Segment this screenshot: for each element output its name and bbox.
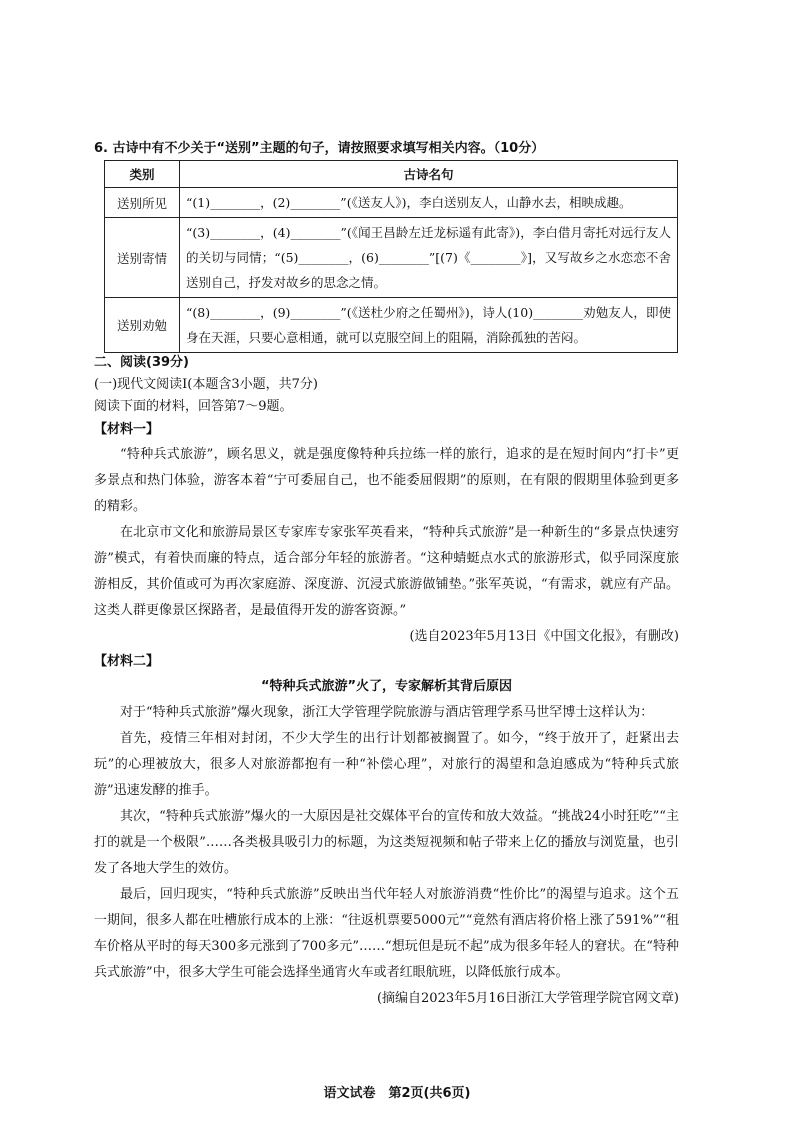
material-2-headline: “特种兵式旅游”火了，专家解析其背后原因	[260, 679, 513, 694]
material-2-label: 【材料二】	[94, 654, 160, 669]
section-title: 二、阅读(39分)	[94, 355, 189, 370]
material-2-paragraph: 首先，疫情三年相对封闭，不少大学生的出行计划都被搁置了。如今，“终于放开了，赶紧出去玩”的心理被放大，很多人对旅游都抱有一种“补偿心理”，对旅行的渴望和急迫感成为“特种兵式旅游”迅速发酵的推手。	[94, 731, 679, 798]
row-category: 送别寄情	[105, 218, 180, 298]
material-2-paragraph: 对于“特种兵式旅游”爆火现象，浙江大学管理学院旅游与酒店管理学系马世罕博士这样认为：	[120, 705, 654, 720]
material-1-label: 【材料一】	[94, 422, 160, 437]
row-category: 送别劝勉	[105, 298, 180, 353]
question-6-stem: 6. 古诗中有不少关于“送别”主题的句子，请按照要求填写相关内容。（10分）	[94, 141, 545, 156]
table-row	[105, 218, 678, 298]
material-1-paragraph: “特种兵式旅游”，顾名思义，就是强度像特种兵拉练一样的旅行，追求的是在短时间内“打卡”更多景点和热门体验，游客本着“宁可委屈自己，也不能委屈假期”的原则，在有限的假期里体验到更多的精彩。	[94, 447, 679, 514]
header-poems: 古诗名句	[180, 161, 678, 188]
material-1-paragraph: 在北京市文化和旅游局景区专家库专家张军英看来，“特种兵式旅游”是一种新生的“多景点快速穷游”模式，有着快而廉的特点，适合部分年轻的旅游者。“这种蜻蜓点水式的旅游形式，似乎同深度旅游相反，其价值或可为再次家庭游、深度游、沉浸式旅游做铺垫。”张军英说，“有需求，就应有产品。这类人群更像景区探路者，是最值得开发的游客资源。”	[94, 525, 679, 618]
material-2-paragraph: 其次，“特种兵式旅游”爆火的一大原因是社交媒体平台的宣传和放大效益。“挑战24小时狂吃”“主打的就是一个极限”……各类极具吸引力的标题，为这类短视频和帖子带来上亿的播放与浏览量，也引发了各地大学生的效仿。	[94, 809, 679, 876]
reading-instruction: 阅读下面的材料，回答第7～9题。	[94, 399, 293, 414]
row-category: 送别所见	[105, 188, 180, 218]
table-row	[105, 188, 678, 218]
reading-section	[94, 352, 679, 1012]
material-2-source: (摘编自2023年5月16日浙江大学管理学院官网文章)	[376, 991, 679, 1006]
material-2-paragraph: 最后，回归现实，“特种兵式旅游”反映出当代年轻人对旅游消费“性价比”的渴望与追求。这个五一期间，很多人都在吐槽旅行成本的上涨：“往返机票要5000元”“竟然有酒店将价格上涨了591%”“租车价格从平时的每天300多元涨到了700多元”……“想玩但是玩不起”成为很多年轻人的窘状。在“特种兵式旅游”中，很多大学生可能会选择坐通宵火车或者红眼航班，以降低旅行成本。	[94, 887, 679, 980]
row-content: “(8)________，(9)________”(《送杜少府之任蜀州》)，诗人(10)________劝勉友人，即使身在天涯，只要心意相通，就可以克服空间上的阻隔，消除孤独的苦闷。	[180, 298, 678, 353]
header-category: 类别	[105, 161, 180, 188]
row-content: “(3)________，(4)________”(《闻王昌龄左迁龙标遥有此寄》)，李白借月寄托对远行友人的关切与同情；“(5)________，(6)________”[(7)《________》]，又写故乡之水恋恋不舍送别自己，抒发对故乡的思念之情。	[180, 218, 678, 298]
table-row	[105, 298, 678, 353]
table-header-row	[105, 161, 678, 188]
page-footer: 语文试卷 第2页(共6页)	[323, 1086, 471, 1101]
material-1-source: (选自2023年5月13日《中国文化报》，有删改)	[409, 629, 679, 644]
sub-section-title: (一)现代文阅读Ⅰ(本题含3小题，共7分)	[94, 377, 318, 392]
row-content: “(1)________，(2)________”(《送友人》)，李白送别友人，山静水去，相映成趣。	[180, 188, 678, 218]
poem-table	[104, 160, 678, 353]
